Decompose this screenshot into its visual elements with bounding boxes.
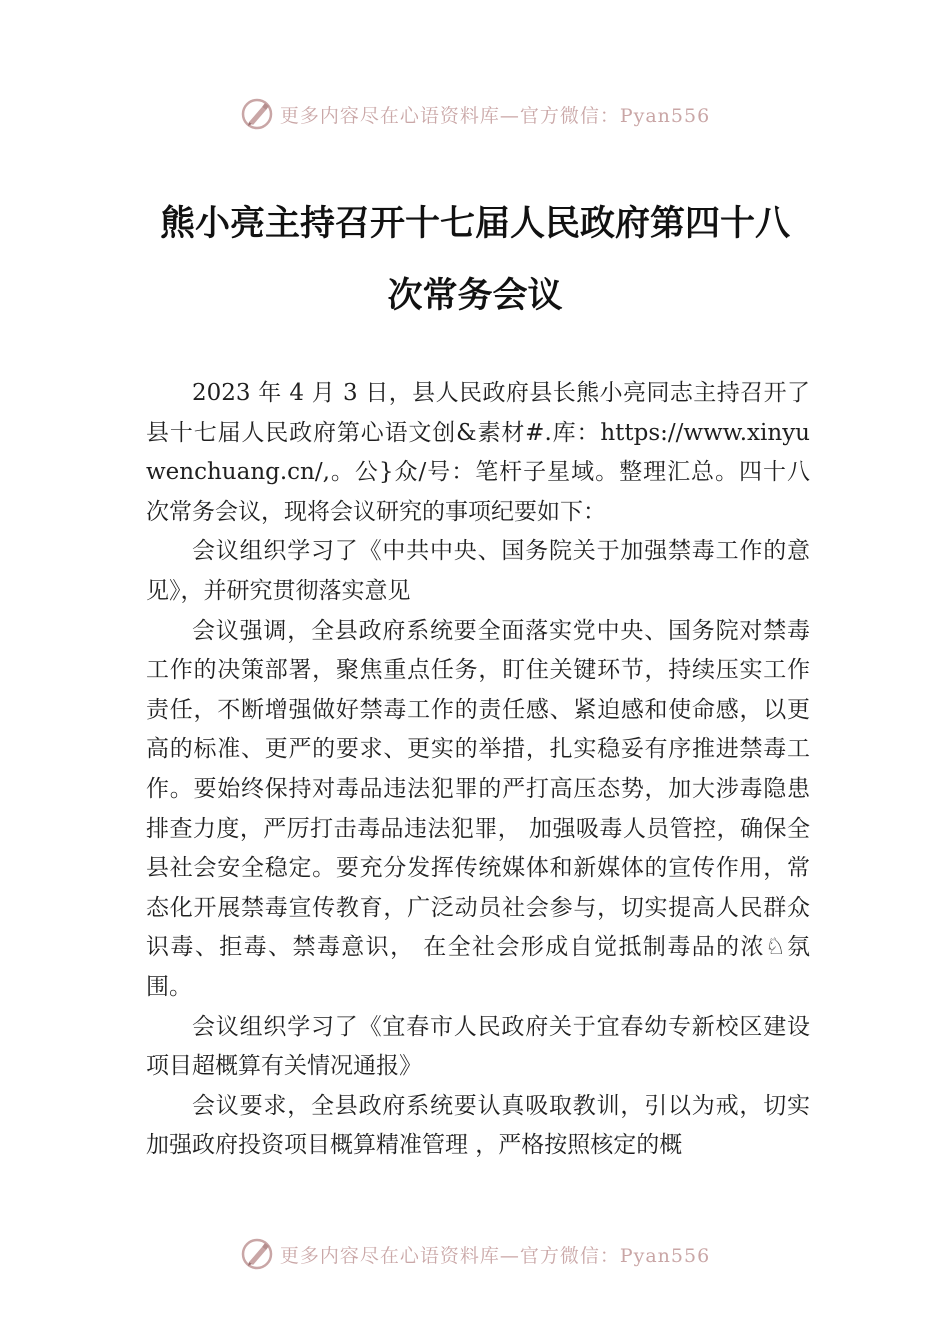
paragraph-drug-policy-emphasis: 会议强调，全县政府系统要全面落实党中央、国务院对禁毒工作的决策部署，聚焦重点任务，盯住关键环节，持续压实工作责任，不断增强做好禁毒工作的责任感、紧迫感和使命感，以更高的标准、更严的要求、更实的举措，扎实稳妥有序推进禁毒工作。要始终保持对毒品违法犯罪的严打高压态势，加大涉毒隐患排查力度，严厉打击毒品违法犯罪， 加强吸毒人员管控，确保全县社会安全稳定。要充分发挥传统媒体和新媒体的宣传作用，常态化开展禁毒宣传教育，广泛动员社会参与，切实提高人民群众识毒、拒毒、禁毒意识， 在全社会形成自觉抵制毒品的浓♘氛围。 <box>146 617 810 1000</box>
pen-logo-icon <box>240 97 274 131</box>
paragraph-intro: 2023 年 4 月 3 日，县人民政府县长熊小亮同志主持召开了县十七届人民政府第心语文创&素材#.库：https://www.xinyuwenchuang.cn/,。公}众/号：笔杆子星域。整理汇总。四十八次常务会议，现将会议研究的事项纪要如下： <box>146 380 810 525</box>
document-title <box>100 188 850 332</box>
pen-logo-icon <box>240 1237 274 1271</box>
document-body <box>146 374 810 1166</box>
title-line-2: 次常务会议 <box>387 276 563 316</box>
footer-banner <box>0 1234 950 1274</box>
footer-banner-text: 更多内容尽在心语资料库—官方微信：Pyan556 <box>279 1244 711 1267</box>
paragraph-budget-report-study: 会议组织学习了《宜春市人民政府关于宜春幼专新校区建设项目超概算有关情况通报》 <box>146 1013 810 1080</box>
paragraph-budget-requirements: 会议要求，全县政府系统要认真吸取教训，引以为戒，切实加强政府投资项目概算精准管理 ，严格按照核定的概 <box>146 1092 810 1159</box>
header-banner-text: 更多内容尽在心语资料库—官方微信：Pyan556 <box>279 104 711 127</box>
header-banner <box>0 94 950 134</box>
paragraph-drug-policy-study: 会议组织学习了《中共中央、国务院关于加强禁毒工作的意见》，并研究贯彻落实意见 <box>146 538 810 604</box>
title-line-1: 熊小亮主持召开十七届人民政府第四十八 <box>159 204 790 244</box>
